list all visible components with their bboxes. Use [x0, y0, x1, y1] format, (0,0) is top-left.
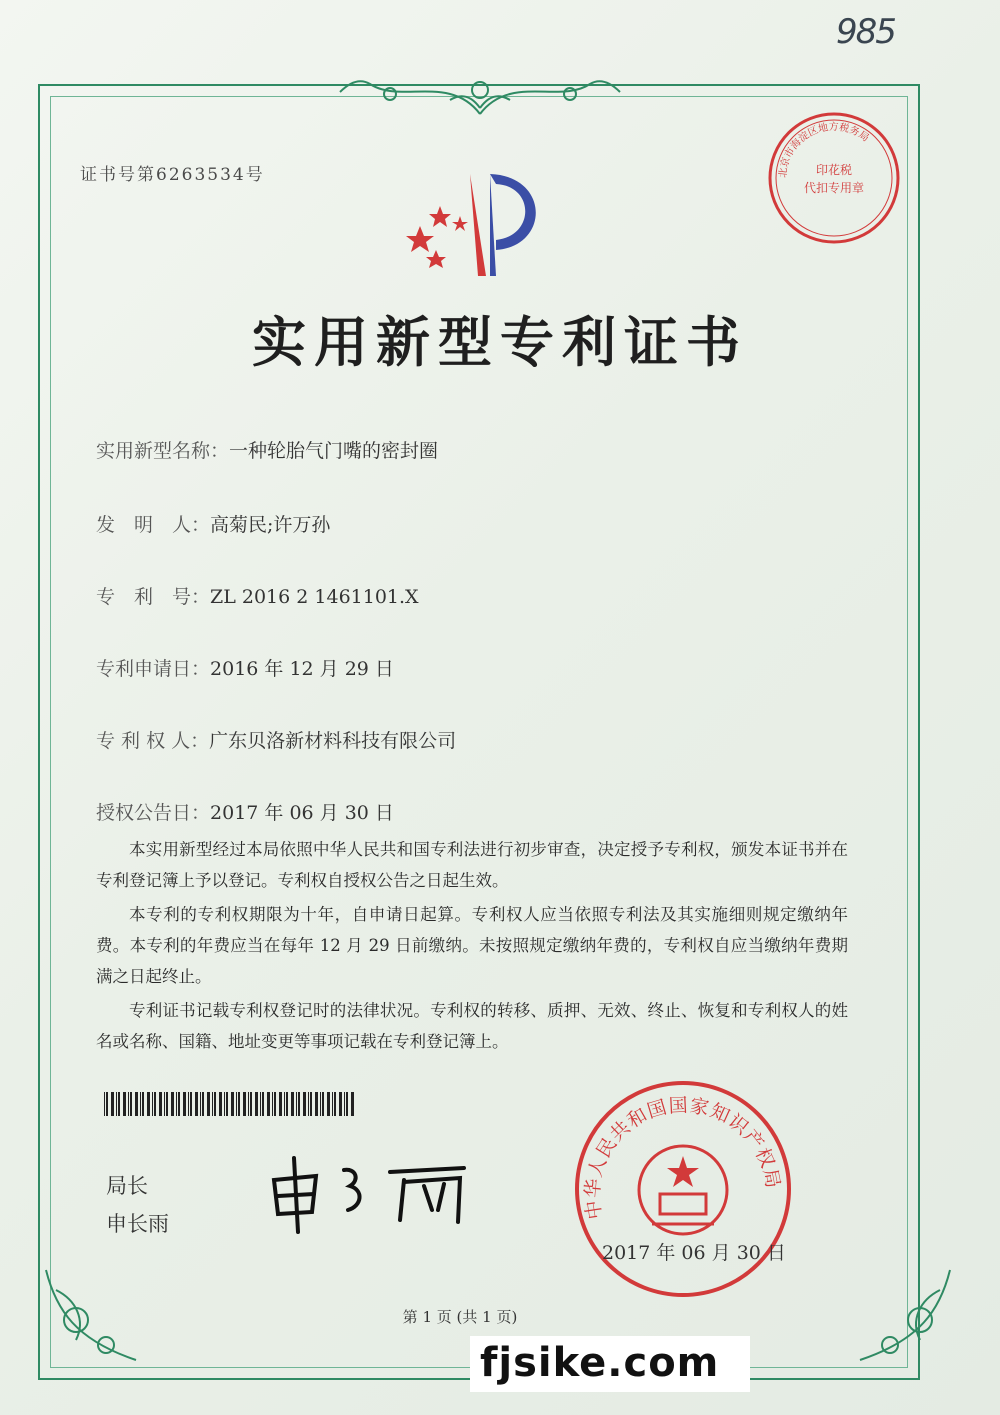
- handwritten-number: 985: [836, 12, 895, 52]
- field-label: 授权公告日：: [96, 802, 211, 824]
- seal-date: 2017 年 06 月 30 日: [602, 1242, 786, 1264]
- field-value: 2016 年 12 月 29 日: [210, 658, 394, 680]
- field-label: 专 利 权 人：: [96, 730, 210, 752]
- svg-text:印花税: 印花税: [815, 163, 853, 177]
- director-title: 局长: [106, 1174, 148, 1198]
- field-utility-model-name: [96, 436, 438, 463]
- director-name: 申长雨: [106, 1212, 169, 1236]
- page-indicator: 第 1 页 (共 1 页): [402, 1308, 518, 1326]
- field-patent-number: [96, 582, 419, 609]
- field-label: 专利申请日：: [96, 658, 211, 680]
- barcode: [104, 1092, 356, 1116]
- field-value: 一种轮胎气门嘴的密封圈: [229, 440, 439, 462]
- director-signature: [264, 1150, 494, 1234]
- field-label: 专 利 号：: [96, 586, 211, 608]
- cnipa-logo: [400, 166, 560, 280]
- tax-stamp-seal: [764, 108, 904, 248]
- watermark: fjsike.com: [480, 1340, 720, 1386]
- certificate-number: 证书号第6263534号: [80, 165, 265, 185]
- svg-text:代扣专用章: 代扣专用章: [803, 181, 865, 195]
- seal-text: 中华人民共和国国家知识产权局: [581, 1094, 785, 1221]
- field-value: 广东贝洛新材料科技有限公司: [209, 730, 457, 752]
- body-paragraph: 本实用新型经过本局依照中华人民共和国专利法进行初步审查，决定授予专利权，颁发本证书并在专利登记簿上予以登记。专利权自授权公告之日起生效。: [96, 840, 848, 890]
- cnipa-official-seal: [572, 1078, 794, 1300]
- certificate-body: [96, 834, 848, 1060]
- field-application-date: [96, 654, 394, 681]
- field-grant-date: [96, 798, 394, 825]
- field-inventors: [96, 510, 330, 537]
- field-value: 2017 年 06 月 30 日: [210, 802, 394, 824]
- svg-text:北京市海淀区地方税务局: 北京市海淀区地方税务局: [777, 121, 871, 179]
- field-label: 发 明 人：: [96, 514, 211, 536]
- field-value: 高菊民;许万孙: [210, 514, 331, 536]
- field-value: ZL 2016 2 1461101.X: [210, 586, 419, 608]
- body-paragraph: 专利证书记载专利权登记时的法律状况。专利权的转移、质押、无效、终止、恢复和专利权人的姓名或名称、国籍、地址变更等事项记载在专利登记簿上。: [96, 1001, 848, 1051]
- top-ornament: [330, 64, 630, 120]
- field-label: 实用新型名称：: [96, 440, 230, 462]
- certificate-title: 实用新型专利证书: [252, 310, 748, 374]
- body-paragraph: 本专利的专利权期限为十年，自申请日起算。专利权人应当依照专利法及其实施细则规定缴纳年费。本专利的年费应当在每年 12 月 29 日前缴纳。未按照规定缴纳年费的，专利权自应当缴纳年费期满之日起终止。: [96, 905, 848, 986]
- field-patentee: [96, 726, 456, 753]
